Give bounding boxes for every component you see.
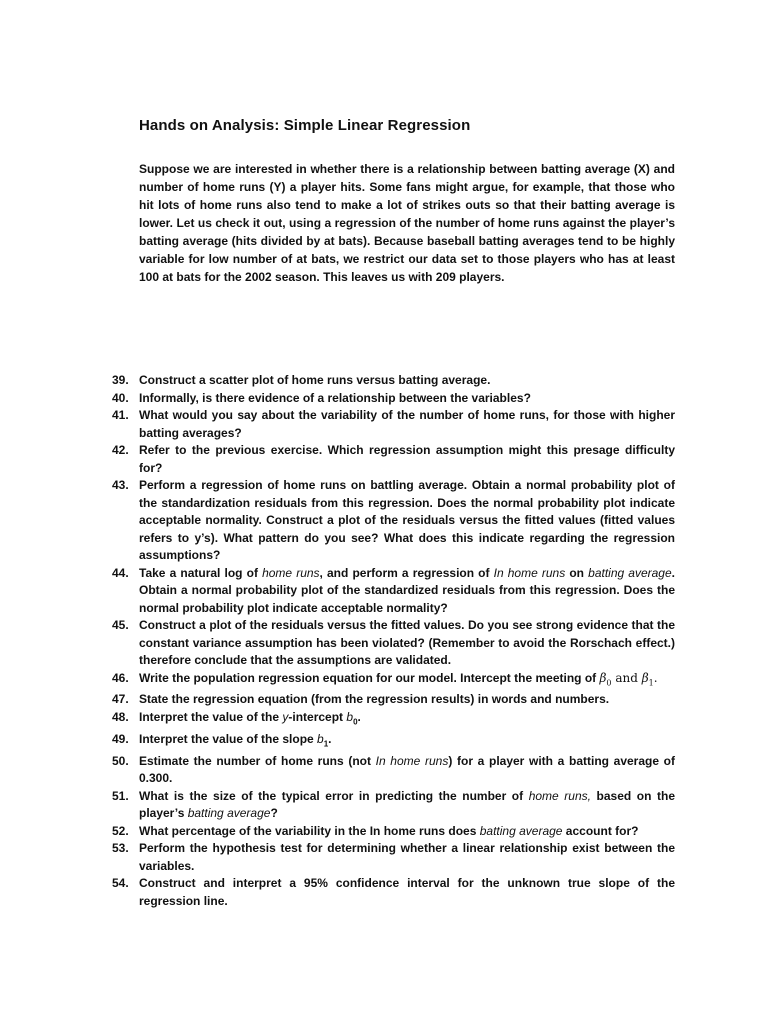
question-number: 42. — [112, 443, 129, 457]
question-text: Perform a regression of home runs on battling average. Obtain a normal probability plot of the standardization residuals from this regression. Does the normal probability plot indicate acceptable normality. Construct a plot of the residuals versus the fitted values (fitted values refers to y’s). What pattern do you see? What does this indicate regarding the regression assumptions? — [139, 478, 675, 562]
question-text: Interpret the value of the slope $b_1$. — [139, 731, 332, 749]
question-number: 47. — [112, 692, 129, 707]
question-text: Construct a plot of the residuals versus the fitted values. Do you see strong evidence that the constant variance assumption has been violated? (Remember to avoid the Rorschach effect.) therefore conclude that the assumptions are validated. — [139, 618, 675, 667]
question-number: 52. — [112, 823, 129, 838]
question-48 — [112, 709, 675, 731]
question-44 — [112, 565, 675, 618]
question-text: Take a natural log of home runs, and perform a regression of In home runs on batting average. Obtain a normal probability plot of the standardized residuals from this regression. Does the normal probability plot indicate acceptable normality? — [139, 565, 675, 615]
question-number: 51. — [112, 788, 129, 803]
question-50 — [112, 753, 675, 788]
question-51 — [112, 788, 675, 823]
question-number: 54. — [112, 876, 129, 891]
question-number: 40. — [112, 390, 129, 405]
question-text: What percentage of the variability in the In home runs does batting average account for? — [139, 823, 639, 838]
question-42 — [112, 442, 675, 477]
question-number: 41. — [112, 408, 129, 422]
question-number: 48. — [112, 709, 129, 724]
question-text: Interpret the value of the y-intercept $b_0$. — [139, 709, 361, 727]
question-text: Perform the hypothesis test for determining whether a linear relationship exist between the variables. — [139, 841, 675, 873]
question-number: 39. — [112, 373, 129, 387]
question-text: Refer to the previous exercise. Which regression assumption might this presage difficulty for? — [139, 443, 675, 475]
question-list — [112, 372, 675, 910]
page-title: Hands on Analysis: Simple Linear Regression — [139, 117, 471, 134]
question-40 — [112, 390, 675, 408]
question-number: 45. — [112, 618, 129, 632]
question-number: 44. — [112, 565, 129, 580]
question-47 — [112, 691, 675, 709]
question-53 — [112, 840, 675, 875]
question-text: What would you say about the variability of the number of home runs, for those with higher batting averages? — [139, 408, 675, 440]
question-text: Estimate the number of home runs (not In home runs) for a player with a batting average of 0.300. — [139, 753, 676, 786]
question-52 — [112, 823, 675, 841]
question-text: State the regression equation (from the regression results) in words and numbers. — [139, 692, 610, 707]
question-number: 53. — [112, 841, 129, 856]
question-number: 46. — [112, 670, 129, 685]
beta-symbol: β — [641, 670, 649, 685]
question-text: Construct a scatter plot of home runs versus batting average. — [139, 373, 491, 387]
question-45 — [112, 617, 675, 670]
question-49 — [112, 731, 675, 753]
question-number: 50. — [112, 753, 129, 768]
question-text: What is the size of the typical error in predicting the number of home runs, based on the player’s batting average? — [139, 788, 676, 821]
question-54 — [112, 875, 675, 910]
question-number: 49. — [112, 731, 129, 746]
beta-symbol: β — [599, 670, 607, 685]
intro-paragraph: Suppose we are interested in whether there is a relationship between batting average (X) and number of home runs (Y) a player hits. Some fans might argue, for example, that those who hit lots of home runs also tend to make a lot of strikes outs so that their batting average is lower. Let us check it out, using a regression of the number of home runs against the player’s batting average (hits divided by at bats). Because baseball batting averages tend to be highly variable for low number of at bats, we restrict our data set to those players who has at least 100 at bats for the 2002 season. This leaves us with 209 players. — [139, 162, 675, 284]
question-text: Write the population regression equation for our model. Intercept the meeting of $\beta_0$ and $\beta_1$. — [139, 670, 658, 687]
question-46 — [112, 670, 675, 692]
question-number: 43. — [112, 478, 129, 492]
question-text: Informally, is there evidence of a relationship between the variables? — [139, 390, 531, 405]
question-41 — [112, 407, 675, 442]
question-39 — [112, 372, 675, 390]
question-43 — [112, 477, 675, 565]
question-text: Construct and interpret a 95% confidence interval for the unknown true slope of the regression line. — [139, 876, 675, 908]
